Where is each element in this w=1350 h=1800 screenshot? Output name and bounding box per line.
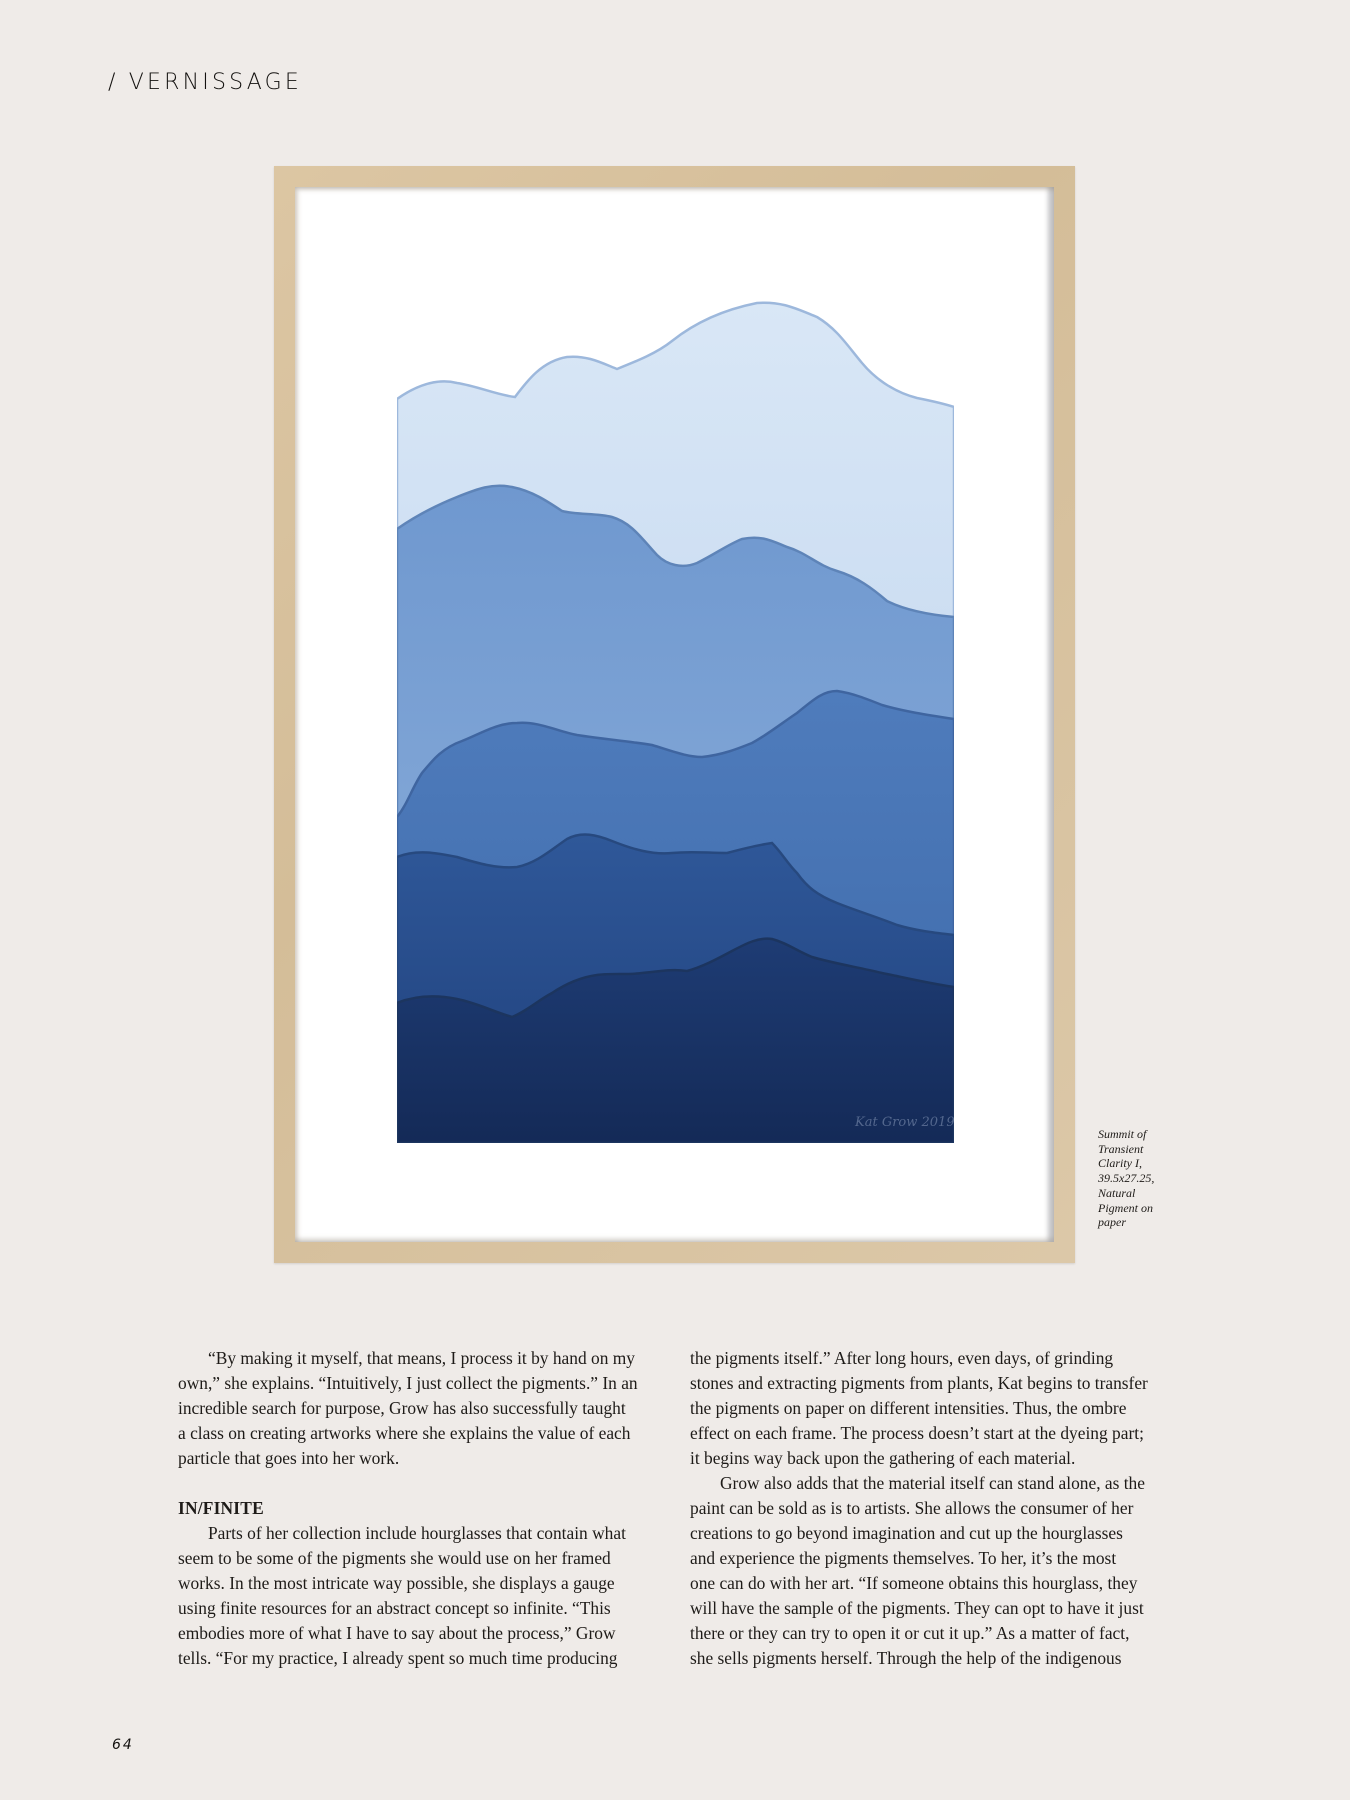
caption-line: Summit of [1098,1127,1147,1141]
text-line: Grow also adds that the material itself can stand alone, as the [720,1473,1145,1493]
text-line: one can do with her art. “If someone obtains this hourglass, they [690,1573,1138,1593]
artist-signature: Kat Grow 2019 [855,1115,955,1130]
caption-line: paper [1098,1215,1126,1230]
paragraph [178,1521,658,1671]
caption-line: Pigment on [1098,1200,1153,1215]
text-line: stones and extracting pigments from plants, Kat begins to transfer [690,1373,1148,1393]
mountain-painting-image [397,283,954,1143]
artwork-painting [397,283,954,1143]
caption-line: Transient [1098,1141,1144,1156]
text-line: there or they can try to open it or cut it up.” As a matter of fact, [690,1623,1130,1643]
text-line: the pigments itself.” After long hours, even days, of grinding [690,1348,1114,1368]
text-line: effect on each frame. The process doesn’t start at the dyeing part; [690,1423,1144,1443]
text-line: particle that goes into her work. [178,1448,400,1468]
text-line: will have the sample of the pigments. They can opt to have it just [690,1598,1144,1618]
text-line: using finite resources for an abstract concept so infinite. “This [178,1598,611,1618]
artwork-caption [1098,1127,1178,1230]
text-line: “By making it myself, that means, I process it by hand on my [208,1348,635,1368]
text-line: embodies more of what I have to say about the process,” Grow [178,1623,616,1643]
text-line: paint can be sold as is to artists. She allows the consumer of her [690,1498,1134,1518]
page-number: 64 [112,1737,134,1753]
text-line: the pigments on paper on different intensities. Thus, the ombre [690,1398,1127,1418]
text-line: a class on creating artworks where she explains the value of each [178,1423,631,1443]
paragraph [690,1346,1180,1471]
text-line: tells. “For my practice, I already spent so much time producing [178,1648,618,1668]
caption-line: 39.5x27.25, [1098,1171,1155,1186]
text-line: incredible search for purpose, Grow has also successfully taught [178,1398,626,1418]
article-column-left [178,1346,658,1671]
paragraph [178,1346,658,1471]
text-line: creations to go beyond imagination and cut up the hourglasses [690,1523,1123,1543]
text-line: it begins way back upon the gathering of each material. [690,1448,1076,1468]
text-line: and experience the pigments themselves. To her, it’s the most [690,1548,1117,1568]
text-line: seem to be some of the pigments she would use on her framed [178,1548,611,1568]
paragraph [690,1471,1180,1671]
text-line: she sells pigments herself. Through the help of the indigenous [690,1648,1122,1668]
text-line: works. In the most intricate way possible, she displays a gauge [178,1573,615,1593]
text-line: Parts of her collection include hourglasses that contain what [208,1523,626,1543]
article-column-right [690,1346,1180,1671]
section-label: / VERNISSAGE [108,70,302,95]
caption-line: Clarity I, [1098,1156,1142,1171]
section-heading: IN/FINITE [178,1498,264,1518]
text-line: own,” she explains. “Intuitively, I just collect the pigments.” In an [178,1373,638,1393]
caption-line: Natural [1098,1185,1136,1200]
